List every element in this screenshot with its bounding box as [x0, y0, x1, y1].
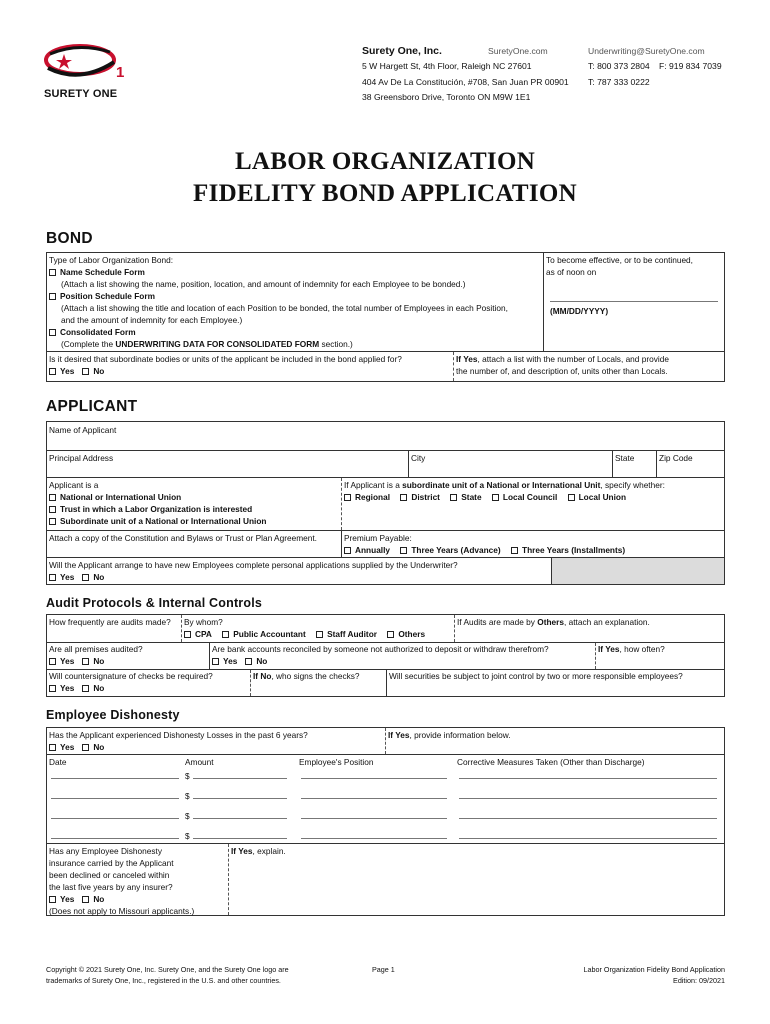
checkbox[interactable] — [49, 685, 56, 692]
subordinate-question: Is it desired that subordinate bodies or units of the applicant be included in the bond applied for? — [49, 354, 402, 364]
amount-field[interactable] — [193, 838, 287, 839]
measures-field[interactable] — [459, 838, 717, 839]
subordinate-if-yes-1: If Yes, attach a list with the number of Locals, and provide — [456, 354, 669, 364]
checkbox[interactable] — [344, 547, 351, 554]
name-of-applicant-label: Name of Applicant — [49, 425, 117, 435]
company-logo — [40, 40, 130, 100]
bank-reconciled-question: Are bank accounts reconciled by someone not authorized to deposit or withdraw therefrom? — [212, 644, 549, 654]
company-fax: F: 919 834 7039 — [659, 61, 722, 71]
principal-address-label: Principal Address — [49, 453, 114, 463]
checkbox[interactable] — [184, 631, 191, 638]
checkbox[interactable] — [568, 494, 575, 501]
checkbox[interactable] — [245, 658, 252, 665]
position-schedule-note-2: and the amount of indemnity for each Employee.) — [61, 315, 243, 325]
declined-question-2: insurance carried by the Applicant — [49, 858, 174, 868]
three-years-advance-option[interactable]: Three Years (Advance) — [400, 545, 500, 555]
measures-field[interactable] — [459, 798, 717, 799]
column-measures: Corrective Measures Taken (Other than Discharge) — [457, 757, 645, 767]
declined-yes[interactable]: Yes — [49, 894, 74, 904]
column-amount: Amount — [185, 757, 214, 767]
dollar-sign: $ — [185, 831, 190, 841]
bond-table — [46, 252, 725, 382]
consolidated-option[interactable]: Consolidated Form — [49, 326, 539, 338]
checkbox[interactable] — [49, 744, 56, 751]
applicant-table — [46, 421, 725, 585]
column-date: Date — [49, 757, 67, 767]
checkbox[interactable] — [49, 896, 56, 903]
premium-label: Premium Payable: — [344, 533, 412, 543]
checkbox[interactable] — [316, 631, 323, 638]
applicant-is-label: Applicant is a — [49, 480, 99, 490]
bank-how-often: If Yes, how often? — [598, 644, 665, 654]
annually-option[interactable]: Annually — [344, 545, 390, 555]
state-option[interactable]: State — [450, 492, 481, 502]
date-field[interactable] — [51, 778, 179, 779]
losses-yes[interactable]: Yes — [49, 742, 74, 752]
declined-question-4: the last five years by any insurer? — [49, 882, 173, 892]
title-line-2: FIDELITY BOND APPLICATION — [193, 180, 577, 207]
checkbox[interactable] — [450, 494, 457, 501]
premium-options — [344, 544, 724, 556]
audit-frequency-question: How frequently are audits made? — [49, 617, 171, 627]
amount-field[interactable] — [193, 778, 287, 779]
position-field[interactable] — [301, 818, 447, 819]
audit-table — [46, 614, 725, 697]
missouri-note: (Does not apply to Missouri applicants.) — [49, 906, 195, 916]
auditor-options — [184, 628, 452, 640]
checkbox[interactable] — [222, 631, 229, 638]
audit-others-note: If Audits are made by Others, attach an explanation. — [457, 617, 650, 627]
date-field[interactable] — [51, 838, 179, 839]
footer-copyright-1: Copyright © 2021 Surety One, Inc. Surety One, and the Surety One logo are — [46, 965, 289, 974]
name-schedule-option[interactable]: Name Schedule Form — [49, 266, 539, 278]
company-email[interactable]: Underwriting@SuretyOne.com — [588, 46, 705, 56]
subordinate-type-options — [344, 491, 724, 503]
local-union-option[interactable]: Local Union — [568, 492, 626, 502]
position-schedule-option[interactable]: Position Schedule Form — [49, 290, 539, 302]
cpa-option[interactable]: CPA — [184, 629, 212, 639]
company-phone-pr: T: 787 333 0222 — [588, 77, 650, 87]
subordinate-no-checkbox[interactable] — [82, 368, 89, 375]
bond-type-label: Type of Labor Organization Bond: — [49, 255, 174, 265]
checkbox[interactable] — [49, 658, 56, 665]
footer-edition: Edition: 09/2021 — [673, 976, 725, 985]
securities-joint-control-question: Will securities be subject to joint control by two or more responsible employees? — [389, 671, 683, 681]
national-union-option[interactable]: National or International Union — [49, 491, 339, 503]
subordinate-yes-checkbox[interactable] — [49, 368, 56, 375]
position-field[interactable] — [301, 778, 447, 779]
declined-question-3: been declined or canceled within — [49, 870, 170, 880]
dishonesty-table — [46, 727, 725, 916]
by-whom-label: By whom? — [184, 617, 223, 627]
city-label: City — [411, 453, 426, 463]
checkbox[interactable] — [387, 631, 394, 638]
footer-page-number: Page 1 — [372, 965, 395, 974]
losses-no[interactable]: No — [82, 742, 104, 752]
address-san-juan: 404 Av De La Constitución, #708, San Juan PR 00901 — [362, 77, 569, 87]
bank-yes[interactable]: Yes — [212, 656, 237, 666]
trust-option[interactable]: Trust in which a Labor Organization is interested — [49, 503, 339, 515]
checkbox[interactable] — [82, 574, 89, 581]
subordinate-answer: Yes No — [49, 365, 449, 377]
three-years-installments-option[interactable]: Three Years (Installments) — [511, 545, 625, 555]
public-accountant-option[interactable]: Public Accountant — [222, 629, 306, 639]
checkbox[interactable] — [212, 658, 219, 665]
effective-date-field[interactable] — [550, 301, 718, 302]
countersig-yes[interactable]: Yes — [49, 683, 74, 693]
district-option[interactable]: District — [400, 492, 440, 502]
date-field[interactable] — [51, 818, 179, 819]
attach-constitution-label: Attach a copy of the Constitution and Bylaws or Trust or Plan Agreement. — [49, 533, 317, 543]
subordinate-if-yes-2: the number of, and description of, units other than Locals. — [456, 366, 668, 376]
checkbox[interactable] — [82, 658, 89, 665]
footer-form-name: Labor Organization Fidelity Bond Application — [583, 965, 725, 974]
dishonesty-losses-question: Has the Applicant experienced Dishonesty Losses in the past 6 years? — [49, 730, 308, 740]
page-title — [0, 146, 770, 210]
company-name: Surety One, Inc. — [362, 45, 442, 57]
section-heading-audit: Audit Protocols & Internal Controls — [46, 596, 263, 610]
position-schedule-note-1: (Attach a list showing the title and location of each Position to be bonded, the total number of Employees in each Position, — [61, 303, 508, 313]
checkbox[interactable] — [82, 685, 89, 692]
others-option[interactable]: Others — [387, 629, 425, 639]
section-heading-applicant: APPLICANT — [46, 398, 138, 415]
logo-number: 1 — [116, 64, 125, 81]
measures-field[interactable] — [459, 818, 717, 819]
footer-copyright-2: trademarks of Surety One, Inc., registered in the U.S. and other countries. — [46, 976, 281, 985]
checkbox[interactable] — [82, 896, 89, 903]
company-website[interactable]: SuretyOne.com — [488, 46, 548, 56]
checkbox[interactable] — [511, 547, 518, 554]
regional-option[interactable]: Regional — [344, 492, 390, 502]
measures-field[interactable] — [459, 778, 717, 779]
date-field[interactable] — [51, 798, 179, 799]
checkbox[interactable] — [49, 574, 56, 581]
countersig-no[interactable]: No — [82, 683, 104, 693]
effective-label-1: To become effective, or to be continued, — [546, 255, 693, 265]
premises-yes[interactable]: Yes — [49, 656, 74, 666]
company-phone: T: 800 373 2804 — [588, 61, 650, 71]
new-employees-question: Will the Applicant arrange to have new Employees complete personal applications supplied by the Underwriter? — [49, 560, 458, 570]
dollar-sign: $ — [185, 791, 190, 801]
losses-if-yes: If Yes, provide information below. — [388, 730, 511, 740]
address-toronto: 38 Greensboro Drive, Toronto ON M9W 1E1 — [362, 92, 531, 102]
local-council-option[interactable]: Local Council — [492, 492, 557, 502]
address-raleigh: 5 W Hargett St, 4th Floor, Raleigh NC 27601 — [362, 61, 532, 71]
countersignature-question: Will countersignature of checks be required? — [49, 671, 213, 681]
dollar-sign: $ — [185, 811, 190, 821]
dollar-sign: $ — [185, 771, 190, 781]
bank-no[interactable]: No — [245, 656, 267, 666]
logo-text: SURETY ONE — [44, 88, 118, 100]
new-employees-answer: Yes No — [49, 571, 549, 583]
section-heading-bond: BOND — [46, 230, 93, 247]
declined-question-1: Has any Employee Dishonesty — [49, 846, 162, 856]
date-format-hint: (MM/DD/YYYY) — [550, 306, 609, 316]
declined-explain: If Yes, explain. — [231, 846, 286, 856]
declined-no[interactable]: No — [82, 894, 104, 904]
checkbox[interactable] — [49, 506, 56, 513]
applicant-shaded-cell — [552, 558, 724, 584]
effective-label-2: as of noon on — [546, 267, 597, 277]
staff-auditor-option[interactable]: Staff Auditor — [316, 629, 377, 639]
amount-field[interactable] — [193, 798, 287, 799]
who-signs-checks: If No, who signs the checks? — [253, 671, 360, 681]
name-schedule-checkbox[interactable] — [49, 269, 56, 276]
checkbox[interactable] — [400, 547, 407, 554]
section-heading-dishonesty: Employee Dishonesty — [46, 708, 180, 722]
zip-label: Zip Code — [659, 453, 693, 463]
checkbox[interactable] — [400, 494, 407, 501]
position-field[interactable] — [301, 838, 447, 839]
premises-no[interactable]: No — [82, 656, 104, 666]
checkbox[interactable] — [82, 744, 89, 751]
position-schedule-checkbox[interactable] — [49, 293, 56, 300]
subordinate-unit-option[interactable]: Subordinate unit of a National or International Union — [49, 515, 339, 527]
consolidated-note: (Complete the UNDERWRITING DATA FOR CONSOLIDATED FORM section.) — [61, 339, 353, 349]
checkbox[interactable] — [344, 494, 351, 501]
checkbox[interactable] — [49, 494, 56, 501]
subordinate-specify-label: If Applicant is a subordinate unit of a National or International Unit, specify whether: — [344, 480, 665, 490]
title-line-1: LABOR ORGANIZATION — [234, 148, 536, 175]
consolidated-checkbox[interactable] — [49, 329, 56, 336]
checkbox[interactable] — [492, 494, 499, 501]
amount-field[interactable] — [193, 818, 287, 819]
name-schedule-note: (Attach a list showing the name, position, location, and amount of indemnity for each Employee to be bonded.) — [61, 279, 466, 289]
column-position: Employee's Position — [299, 757, 374, 767]
state-label: State — [615, 453, 635, 463]
premises-audited-question: Are all premises audited? — [49, 644, 143, 654]
checkbox[interactable] — [49, 518, 56, 525]
position-field[interactable] — [301, 798, 447, 799]
